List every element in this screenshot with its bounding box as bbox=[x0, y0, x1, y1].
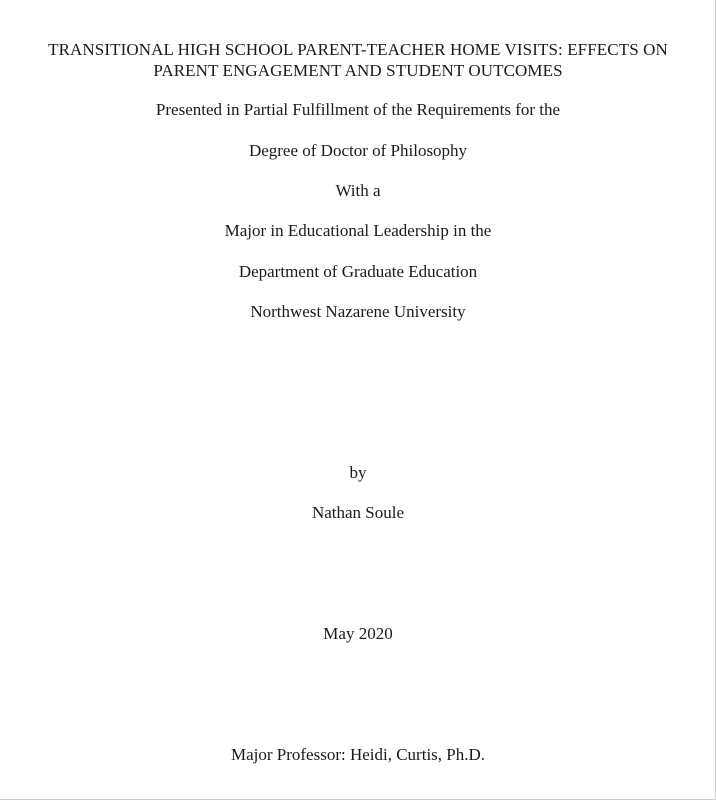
university-line: Northwest Nazarene University bbox=[250, 302, 466, 321]
major-professor-line: Major Professor: Heidi, Curtis, Ph.D. bbox=[230, 745, 486, 764]
major-line: Major in Educational Leadership in the bbox=[224, 221, 492, 240]
department-line: Department of Graduate Education bbox=[238, 262, 478, 281]
presented-statement: Presented in Partial Fulfillment of the Requirements for the bbox=[155, 100, 561, 119]
date-line: May 2020 bbox=[323, 624, 393, 643]
dissertation-title-line-1: TRANSITIONAL HIGH SCHOOL PARENT-TEACHER HOME VISITS: EFFECTS ON bbox=[48, 40, 668, 59]
author-name: Nathan Soule bbox=[311, 503, 405, 522]
dissertation-title-line-2: PARENT ENGAGEMENT AND STUDENT OUTCOMES bbox=[153, 61, 563, 80]
by-line: by bbox=[349, 463, 367, 482]
degree-line: Degree of Doctor of Philosophy bbox=[248, 141, 468, 160]
with-a-line: With a bbox=[335, 181, 381, 200]
